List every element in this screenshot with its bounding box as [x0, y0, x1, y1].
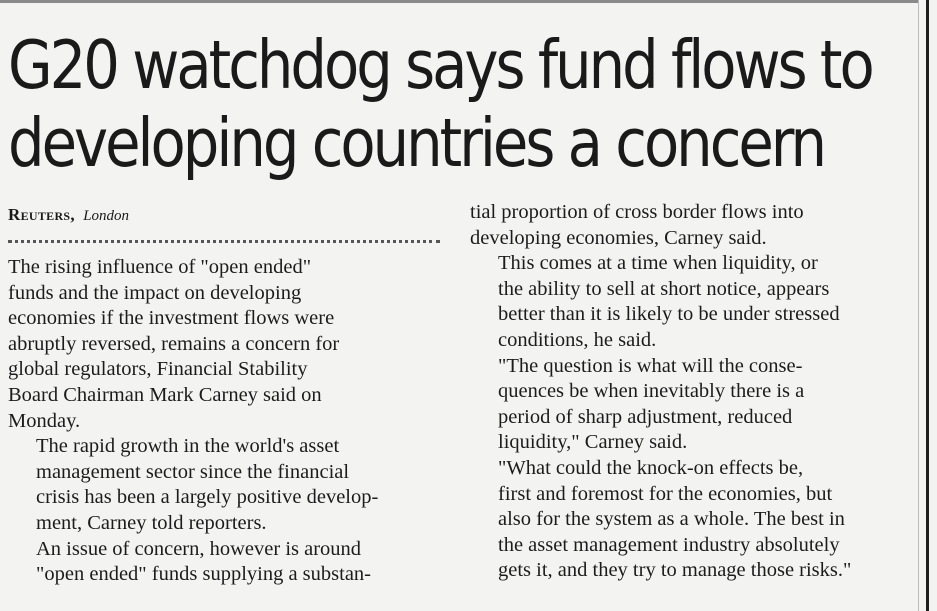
text-line: tial proportion of cross border flows into — [470, 201, 804, 223]
byline-agency: Reuters, — [8, 205, 75, 224]
byline — [8, 205, 129, 225]
headline-line-1: G20 watchdog says fund flows to — [8, 26, 872, 104]
text-line: An issue of concern, however is around — [36, 537, 362, 560]
text-line: Monday. — [8, 409, 81, 432]
article-paragraph — [8, 434, 440, 536]
text-line: Board Chairman Mark Carney said on — [8, 383, 322, 406]
article-paragraph — [470, 251, 902, 353]
article-paragraph — [8, 255, 440, 434]
text-line: economies if the investment flows were — [8, 307, 335, 330]
byline-dotted-divider — [8, 240, 440, 243]
byline-place: London — [83, 208, 130, 224]
text-line: quences be when inevitably there is a — [498, 380, 805, 403]
text-line: This comes at a time when liquidity, or — [498, 252, 818, 275]
text-line: "What could the knock-on effects be, — [498, 456, 804, 479]
text-line: global regulators, Financial Stability — [8, 358, 308, 381]
text-line: better than it is likely to be under stressed — [498, 303, 840, 326]
article-paragraph — [470, 456, 902, 584]
text-line: the ability to sell at short notice, appears — [498, 277, 830, 300]
article-paragraph — [470, 354, 902, 456]
headline — [8, 26, 872, 182]
right-inner-rule — [918, 0, 919, 611]
headline-line-2: developing countries a concern — [8, 104, 824, 182]
article-column-right — [470, 200, 902, 584]
article-paragraph — [470, 200, 902, 251]
text-line: period of sharp adjustment, reduced — [498, 405, 793, 428]
text-line: developing economies, Carney said. — [470, 226, 767, 249]
article-paragraph — [8, 537, 440, 588]
text-line: "open ended" funds supplying a substan- — [36, 563, 372, 586]
text-line: ment, Carney told reporters. — [36, 511, 267, 534]
text-line: crisis has been a largely positive develop- — [36, 486, 379, 509]
text-line: the asset management industry absolutely — [498, 533, 840, 556]
top-border-rule — [0, 0, 918, 3]
text-line: management sector since the financial — [36, 460, 350, 483]
text-line: conditions, he said. — [498, 328, 657, 351]
article-column-left — [8, 255, 440, 588]
text-line: The rapid growth in the world's asset — [36, 435, 340, 458]
text-line: funds and the impact on developing — [8, 281, 302, 304]
text-line: gets it, and they try to manage those risks." — [498, 559, 852, 582]
text-line: "The question is what will the conse- — [498, 354, 803, 377]
text-line: also for the system as a whole. The best in — [498, 508, 845, 531]
text-line: liquidity," Carney said. — [498, 431, 688, 454]
right-border-rule — [926, 0, 929, 611]
text-line: abruptly reversed, remains a concern for — [8, 332, 340, 355]
text-line: first and foremost for the economies, but — [498, 482, 833, 505]
text-line: The rising influence of "open ended" — [8, 256, 312, 278]
